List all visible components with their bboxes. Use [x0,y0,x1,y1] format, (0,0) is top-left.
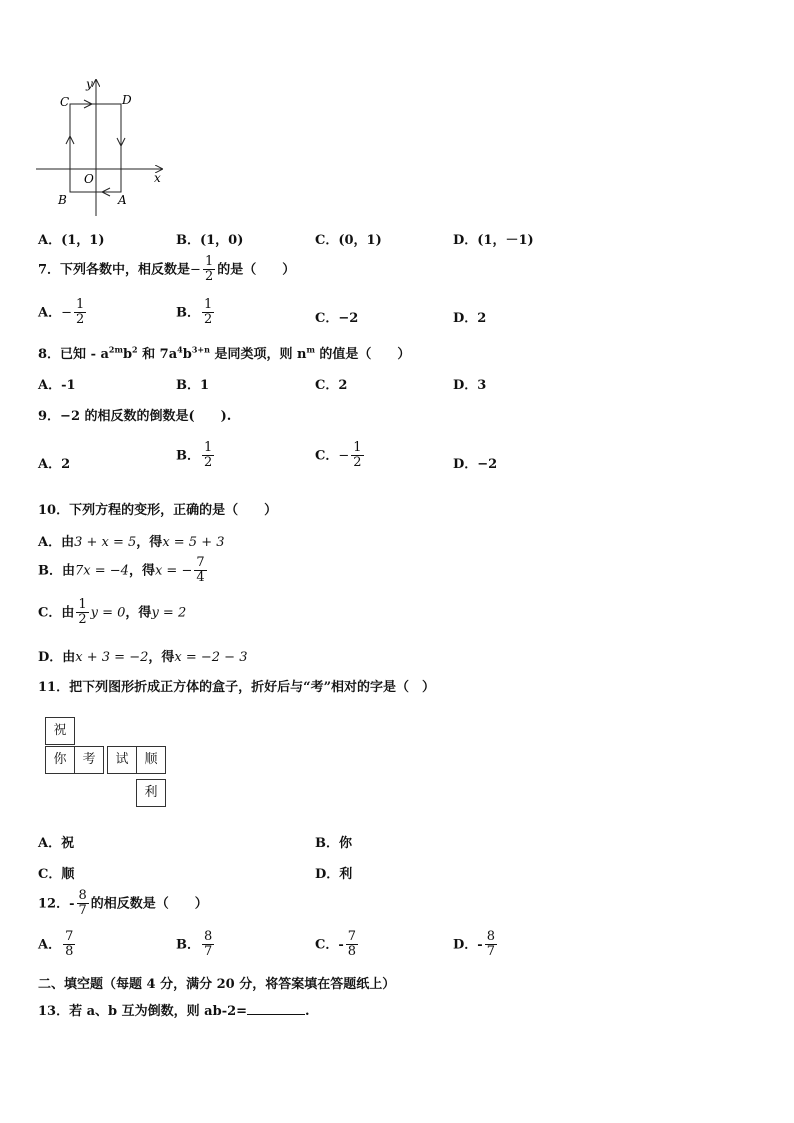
coordinate-figure [34,76,174,221]
q9-option-d: D．−2 [453,457,498,472]
q12-stem: 12．- $\frac{8}{7}$ 的相反数是（ ） [38,888,208,919]
q7-stem-pre: 7．下列各数中，相反数是 [38,262,191,278]
q8-stem: 8．已知 - $a^{2m}b^2$ 和 $7a^4b^{3+n}$ 是同类项，则 $n^m$ 的值是（ ） [38,344,411,362]
cell-li: 利 [136,779,166,807]
cell-zhu: 祝 [45,717,75,745]
label-x: x [154,171,161,185]
q7-neg: − [190,262,201,278]
q7-frac: $\frac{1}{2}$ [204,254,214,285]
section-heading-fill-in: 二、填空题（每题 4 分，满分 20 分，将答案填在答题纸上） [38,977,396,992]
q12-option-a: A． $\frac{7}{8}$ [38,929,74,960]
q7-option-a: A．− $\frac{1}{2}$ [38,297,85,328]
q8-option-c: C．2 [315,378,348,393]
q7-stem-post: 的是（ ） [217,262,296,278]
q6-option-b: B．(1，0) [176,233,244,248]
label-b: B [58,193,67,207]
q10-option-b: B．由7x = −4，得x = − $\frac{7}{4}$ [38,555,205,586]
label-c: C [60,95,70,109]
q7-option-d: D．2 [453,311,487,326]
q6-option-a: A．(1，1) [38,233,105,248]
q8-option-a: A．-1 [38,378,76,393]
cell-kao: 考 [74,746,104,774]
q10-option-a: A．由3 + x = 5，得x = 5 + 3 [38,535,225,550]
label-d: D [122,93,132,107]
answer-blank[interactable] [247,1002,305,1015]
q11-stem: 11．把下列图形折成正方体的盒子，折好后与“考”相对的字是（ ） [38,680,436,695]
q6-option-d: D．(1，－1) [453,233,534,248]
q11-option-c: C．顺 [38,867,75,882]
q9-option-b: B． $\frac{1}{2}$ [176,440,213,471]
q7-stem [38,255,295,285]
q11-option-d: D．利 [315,867,353,882]
label-o: O [84,172,94,186]
q12-option-d: D．- $\frac{8}{7}$ [453,929,495,960]
q11-option-b: B．你 [315,836,352,851]
q8-option-d: D．3 [453,378,487,393]
q6-option-c: C．(0，1) [315,233,382,248]
q8-option-b: B．1 [176,378,210,393]
q7-option-c: C．−2 [315,311,359,326]
q9-option-c: C．− $\frac{1}{2}$ [315,440,362,471]
q12-option-b: B． $\frac{8}{7}$ [176,929,213,960]
q12-option-c: C．- $\frac{7}{8}$ [315,929,357,960]
q9-stem: 9．−2 的相反数的倒数是( ). [38,409,232,424]
q10-option-c: C．由 $\frac{1}{2}$ y = 0，得y = 2 [38,597,187,628]
label-a: A [118,193,127,207]
q13-stem: 13．若 a、b 互为倒数，则 ab-2= . [38,1004,310,1019]
cell-ni: 你 [45,746,75,774]
cell-shi: 试 [107,746,137,774]
cube-net [45,717,167,808]
q11-option-a: A．祝 [38,836,75,851]
label-y: y [86,77,93,91]
q10-stem: 10．下列方程的变形，正确的是（ ） [38,503,278,518]
q10-option-d: D．由x + 3 = −2，得x = −2 − 3 [38,650,248,665]
q7-option-b: B． $\frac{1}{2}$ [176,297,213,328]
q9-option-a: A．2 [38,457,71,472]
cell-shun: 顺 [136,746,166,774]
